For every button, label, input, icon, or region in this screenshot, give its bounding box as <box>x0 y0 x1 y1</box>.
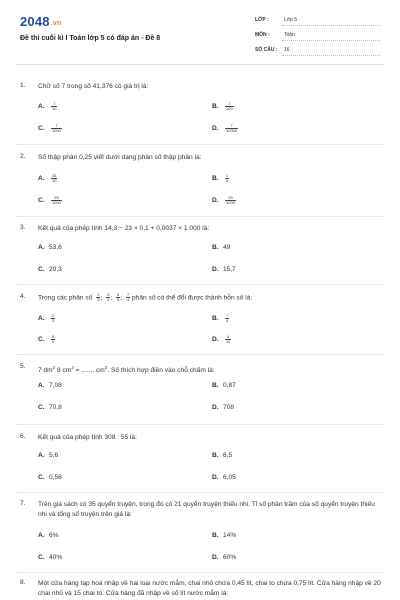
question-text: Chữ số 7 trong số 41,376 có giá trị là: <box>38 83 149 90</box>
option-letter: D. <box>212 266 219 273</box>
page-header <box>0 0 400 62</box>
option-letter: C. <box>38 554 45 561</box>
option-fraction <box>51 102 57 111</box>
option-value: 40% <box>49 554 63 561</box>
option-c[interactable] <box>38 554 62 561</box>
question-text-end: phân số có thể đổi được thành hỗn số là: <box>132 294 253 302</box>
question-number: 7. <box>20 500 26 507</box>
option-letter: A. <box>38 103 45 111</box>
option-b[interactable] <box>212 314 229 323</box>
option-a[interactable] <box>38 102 57 111</box>
denominator: 100 <box>226 106 233 111</box>
option-fraction <box>51 335 55 344</box>
superscript: 2 <box>52 365 56 370</box>
option-b[interactable] <box>212 382 236 389</box>
option-fraction <box>225 124 238 133</box>
meta-divider <box>282 55 380 56</box>
question-number: 1. <box>20 82 26 89</box>
question-text: Trong các phân số $\frac{2}{3}$ ; $\frac{3}{4}$ ; $\frac{5}{6}$ ; $\frac{7}{4}$ phân số có thể đổi được thành hỗn số là: <box>38 292 253 302</box>
option-letter: C. <box>38 474 45 481</box>
denominator: 4 <box>126 297 130 302</box>
inline-fraction <box>96 293 100 302</box>
option-letter: C. <box>38 125 45 133</box>
option-d[interactable] <box>212 404 234 411</box>
option-letter: C. <box>38 404 45 411</box>
meta-subject-value: Toán <box>284 32 295 38</box>
option-letter: B. <box>212 532 219 539</box>
inline-fraction <box>116 293 120 302</box>
question-text: Kết quả của phép tính 308 : 55 là: <box>38 434 137 441</box>
question-text-part: . Số thích hợp điền vào chỗ chấm là: <box>107 367 215 375</box>
option-b[interactable] <box>212 532 236 539</box>
superscript: 2 <box>104 365 108 370</box>
question-text-start: Trong các phân số <box>38 294 93 302</box>
option-value: 14% <box>223 532 237 539</box>
option-letter: D. <box>212 474 219 481</box>
option-letter: A. <box>38 452 45 459</box>
question-number: 8. <box>20 579 26 586</box>
denominator: 4 <box>107 297 110 302</box>
meta-grade-label: LỚP : <box>255 17 269 23</box>
numerator: 7 <box>226 313 229 318</box>
question-text: Kết quả của phép tính 14,3 − 23 × 0,1 + 0,0037 × 1 000 là: <box>38 225 210 232</box>
numerator: 5 <box>52 334 55 339</box>
option-c[interactable] <box>38 124 62 133</box>
header-divider <box>16 64 384 65</box>
option-fraction <box>225 196 236 205</box>
option-value: 0,56 <box>49 474 62 481</box>
option-value: 6,5 <box>223 452 233 459</box>
denominator: 4 <box>226 178 229 183</box>
option-value: 6,05 <box>223 474 236 481</box>
option-value: 20,3 <box>49 266 62 273</box>
denominator: 10 <box>52 178 57 183</box>
option-letter: A. <box>38 532 45 539</box>
numerator: 3 <box>107 292 110 297</box>
option-d[interactable] <box>212 554 236 561</box>
meta-divider <box>282 40 380 41</box>
inline-fraction <box>106 293 110 302</box>
option-d[interactable] <box>212 474 236 481</box>
question-number: 4. <box>20 293 26 300</box>
option-fraction <box>225 314 229 323</box>
question-divider <box>16 144 384 145</box>
question-text: Một cửa hàng tạp hoá nhập về hai loại nước mắm, chai nhỏ chứa 0,45 lít, chai to chứa 0,75 lít. Cửa hàng nhập về 20 chai nhỏ và 15 chai to. Cửa hàng đã nhập về số lít nước mắm là: <box>38 580 381 597</box>
option-c[interactable] <box>38 266 62 273</box>
meta-count-value: 16 <box>284 47 290 53</box>
question-divider <box>16 492 384 493</box>
denominator: 1000 <box>52 128 61 133</box>
option-letter: C. <box>38 266 45 273</box>
question-divider <box>16 216 384 217</box>
option-value: 15,7 <box>223 266 236 273</box>
site-logo[interactable] <box>20 14 61 29</box>
option-value: 60% <box>223 554 237 561</box>
numerator: 2 <box>97 292 100 297</box>
question-divider <box>16 354 384 355</box>
question-text-part: = ....... cm <box>73 367 105 375</box>
question-text <box>38 363 385 376</box>
option-a[interactable] <box>38 244 62 251</box>
numerator: 2 <box>52 313 55 318</box>
denominator: 1000 <box>52 200 61 205</box>
numerator: 7 <box>225 124 238 129</box>
option-c[interactable] <box>38 404 62 411</box>
logo-domain: .vn <box>50 20 62 27</box>
question-divider <box>16 572 384 573</box>
option-c[interactable] <box>38 196 62 205</box>
denominator: 4 <box>226 318 229 323</box>
option-letter: A. <box>38 315 45 323</box>
numerator: 1 <box>226 173 229 178</box>
option-fraction <box>225 335 231 344</box>
logo-number: 2048 <box>20 14 50 29</box>
option-fraction <box>225 102 234 111</box>
denominator: 1000 <box>226 200 235 205</box>
question-text: Số thập phân 0,25 viết dưới dạng phân số thập phân là: <box>38 154 202 161</box>
inline-fraction <box>126 293 130 302</box>
option-value: 53,6 <box>49 244 62 251</box>
option-letter: A. <box>38 175 45 183</box>
option-b[interactable] <box>212 452 232 459</box>
option-a[interactable] <box>38 174 57 183</box>
option-letter: D. <box>212 554 219 561</box>
option-b[interactable] <box>212 244 230 251</box>
option-letter: D. <box>212 197 219 205</box>
page-title: Đề thi cuối kì I Toán lớp 5 có đáp án - Đề 8 <box>20 35 161 42</box>
option-value: 70,8 <box>49 404 62 411</box>
option-a[interactable] <box>38 452 58 459</box>
option-letter: B. <box>212 103 219 111</box>
option-fraction <box>51 196 62 205</box>
numerator: 25 <box>52 173 57 178</box>
question-number: 2. <box>20 153 26 160</box>
denominator: 6 <box>52 339 55 344</box>
meta-subject-label: MÔN : <box>255 32 270 38</box>
option-value: 6% <box>49 532 59 539</box>
numerator: 5 <box>117 292 120 297</box>
denominator: 10000 <box>226 128 238 133</box>
option-value: 5,6 <box>49 452 59 459</box>
denominator: 6 <box>117 297 120 302</box>
option-letter: B. <box>212 315 219 323</box>
numerator: 7 <box>126 292 130 297</box>
denominator: 11 <box>226 339 231 344</box>
denominator: 3 <box>97 297 100 302</box>
numerator: 7 <box>225 102 234 107</box>
option-value: 7,08 <box>49 382 62 389</box>
meta-count-label: SỐ CÂU : <box>255 47 278 53</box>
option-fraction <box>51 174 57 183</box>
option-letter: A. <box>38 244 45 251</box>
question-divider <box>16 284 384 285</box>
numerator: 25 <box>51 196 62 201</box>
denominator: 3 <box>52 318 55 323</box>
option-a[interactable] <box>38 532 59 539</box>
option-d[interactable] <box>212 335 231 344</box>
option-letter: D. <box>212 404 219 411</box>
option-fraction <box>51 314 55 323</box>
option-letter: D. <box>212 336 219 344</box>
option-a[interactable] <box>38 382 62 389</box>
option-letter: C. <box>38 336 45 344</box>
option-letter: B. <box>212 452 219 459</box>
option-b[interactable] <box>212 174 229 183</box>
option-value: 49 <box>223 244 231 251</box>
question-number: 3. <box>20 224 26 231</box>
question-number: 5. <box>20 363 26 370</box>
option-letter: C. <box>38 197 45 205</box>
numerator: 7 <box>51 102 57 107</box>
question-number: 6. <box>20 433 26 440</box>
superscript: 2 <box>71 365 74 370</box>
option-value: 0,87 <box>223 382 236 389</box>
meta-grade-value: Lớp 5 <box>284 17 298 23</box>
option-letter: B. <box>212 175 219 183</box>
option-a[interactable] <box>38 314 55 323</box>
question-text-part: 7 dm <box>38 367 53 375</box>
option-fraction <box>225 174 229 183</box>
option-d[interactable] <box>212 266 236 273</box>
option-letter: B. <box>212 244 219 251</box>
option-d[interactable] <box>212 124 238 133</box>
numerator: 7 <box>51 124 62 129</box>
option-letter: D. <box>212 125 219 133</box>
option-fraction <box>51 124 62 133</box>
question-divider <box>16 424 384 425</box>
option-letter: A. <box>38 382 45 389</box>
question-text: Trên giá sách có 35 quyển truyện, trong đó có 21 quyển truyện thiếu nhi. Tỉ số phần trăm của số quyển truyện thiếu nhi và tổng số truyện trên giá là: <box>38 501 375 518</box>
denominator: 10 <box>52 106 57 111</box>
option-c[interactable] <box>38 474 62 481</box>
option-b[interactable] <box>212 102 234 111</box>
option-value: 708 <box>223 404 235 411</box>
question-text-part: 8 cm <box>55 367 72 375</box>
option-d[interactable] <box>212 196 236 205</box>
numerator: 25 <box>225 196 236 201</box>
numerator: 4 <box>226 334 230 339</box>
meta-divider <box>282 25 380 26</box>
option-letter: B. <box>212 382 219 389</box>
option-c[interactable] <box>38 335 55 344</box>
